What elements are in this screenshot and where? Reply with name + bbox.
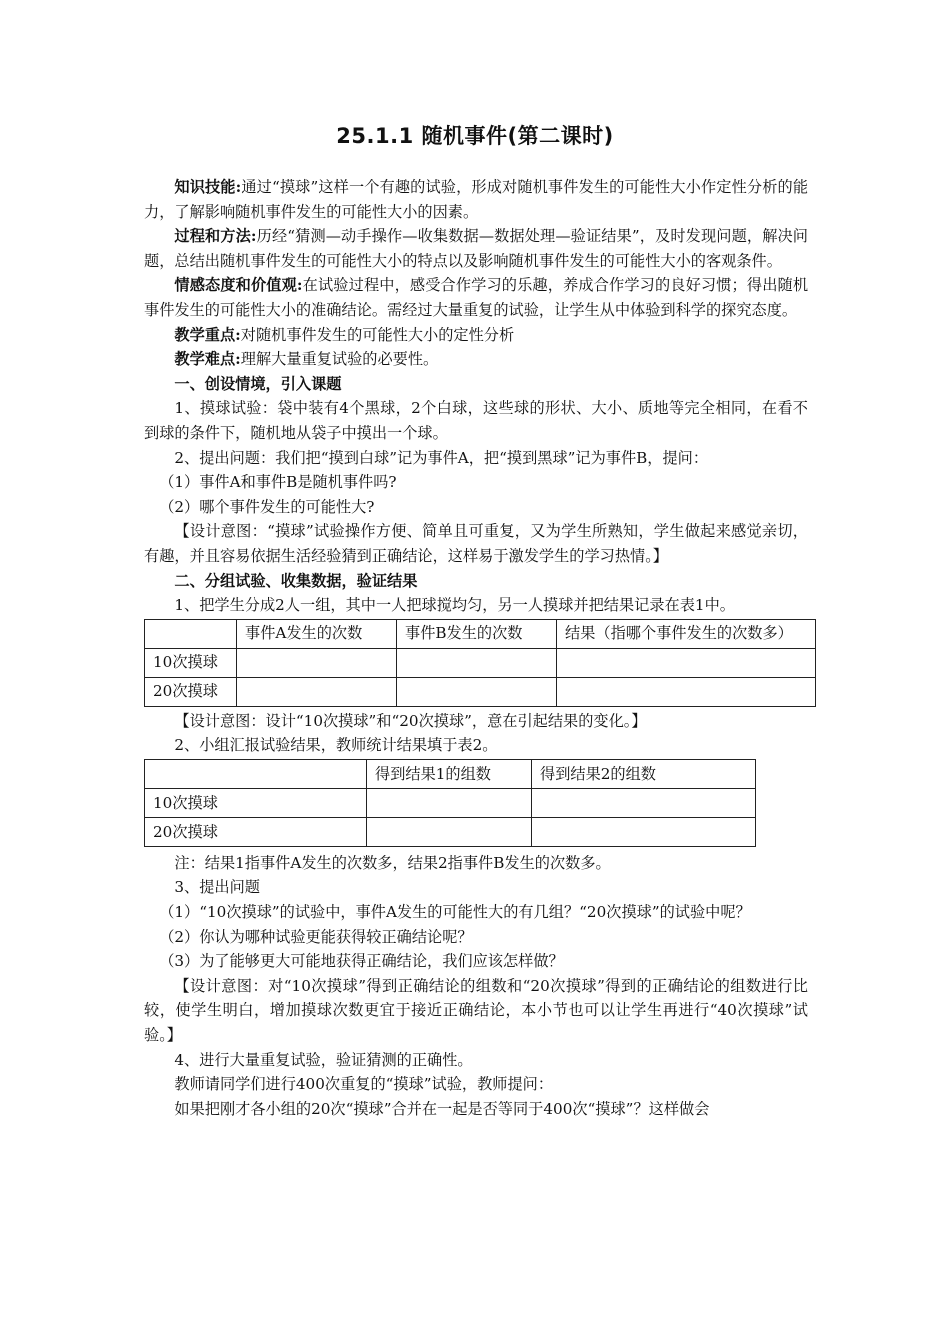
objective-knowledge [144, 175, 808, 224]
section1-p2: 2、提出问题：我们把“摸到白球”记为事件A，把“摸到黑球”记为事件B，提问： [174, 448, 709, 467]
table-header-cell: 结果（指哪个事件发生的次数多） [557, 619, 816, 648]
table-header-cell: 得到结果1的组数 [367, 759, 532, 788]
section2-q2: （2）你认为哪种试验更能获得较正确结论呢？ [159, 927, 473, 946]
teaching-focus [144, 323, 808, 348]
section1-intent: 【设计意图：“摸球”试验操作方便、简单且可重复，又为学生所熟知，学生做起来感觉亲切，有趣，并且容易依据生活经验猜到正确结论，这样易于激发学生的学习热情。】 [144, 522, 808, 565]
difficulty-text: 理解大量重复试验的必要性。 [240, 350, 439, 369]
focus-label: 教学重点: [174, 325, 241, 344]
table-row [145, 648, 816, 677]
table-cell [532, 817, 756, 846]
table-cell [532, 788, 756, 817]
section2-p6: 如果把刚才各小组的20次“摸球”合并在一起是否等同于400次“摸球”？这样做会 [174, 1099, 710, 1118]
table-cell: 10次摸球 [145, 788, 367, 817]
table-header-cell [145, 619, 237, 648]
table-header-cell: 得到结果2的组数 [532, 759, 756, 788]
page-title: 25.1.1 随机事件(第二课时) [336, 124, 614, 148]
table-cell: 20次摸球 [145, 817, 367, 846]
section1-q2: （2）哪个事件发生的可能性大? [159, 497, 375, 516]
table-header-row [145, 619, 816, 648]
table-cell [237, 677, 397, 706]
table-header-cell: 事件A发生的次数 [237, 619, 397, 648]
table-cell: 20次摸球 [145, 677, 237, 706]
process-text: 历经“猜测—动手操作—收集数据—数据处理—验证结果”，及时发现问题，解决问题，总结出随机事件发生的可能性大小的特点以及影响随机事件发生的可能性大小的客观条件。 [144, 227, 808, 270]
table-cell [397, 648, 557, 677]
table-cell [557, 677, 816, 706]
section2-note: 注：结果1指事件A发生的次数多，结果2指事件B发生的次数多。 [174, 853, 611, 872]
table-header-cell: 事件B发生的次数 [397, 619, 557, 648]
section2-intent2: 【设计意图：对“10次摸球”得到正确结论的组数和“20次摸球”得到的正确结论的组数进行比较，使学生明白，增加摸球次数更宜于接近正确结论，本小节也可以让学生再进行“40次摸球”试验。】 [144, 976, 808, 1045]
table-2 [144, 759, 756, 847]
knowledge-text: 通过“摸球”这样一个有趣的试验，形成对随机事件发生的可能性大小作定性分析的能力，了解影响随机事件发生的可能性大小的因素。 [144, 178, 809, 221]
document-body [144, 175, 808, 1121]
table-cell [557, 648, 816, 677]
table-cell [367, 788, 532, 817]
table-cell [367, 817, 532, 846]
process-label: 过程和方法: [174, 227, 257, 246]
table-cell [237, 648, 397, 677]
table-cell [397, 677, 557, 706]
section1-p1: 1、摸球试验：袋中装有4个黑球，2个白球，这些球的形状、大小、质地等完全相同，在看不到球的条件下，随机地从袋子中摸出一个球。 [144, 399, 808, 442]
table-row [145, 677, 816, 706]
table-1 [144, 619, 816, 707]
objective-emotion [144, 273, 808, 322]
table-row [145, 817, 756, 846]
section2-p5: 教师请同学们进行400次重复的“摸球”试验，教师提问： [174, 1075, 554, 1094]
section2-intent1: 【设计意图：设计“10次摸球”和“20次摸球”，意在引起结果的变化。】 [174, 711, 647, 730]
section2-heading: 二、分组试验、收集数据，验证结果 [174, 571, 418, 590]
section2-p1: 1、把学生分成2人一组，其中一人把球搅均匀，另一人摸球并把结果记录在表1中。 [174, 596, 735, 615]
table-header-row [145, 759, 756, 788]
section2-q1: （1）“10次摸球”的试验中，事件A发生的可能性大的有几组？“20次摸球”的试验中呢？ [159, 903, 751, 922]
section2-p2: 2、小组汇报试验结果，教师统计结果填于表2。 [174, 736, 498, 755]
section2-p4: 4、进行大量重复试验，验证猜测的正确性。 [174, 1050, 473, 1069]
section2-p3: 3、提出问题 [174, 878, 260, 897]
section2-q3: （3）为了能够更大可能地获得正确结论，我们应该怎样做？ [159, 952, 564, 971]
section1-q1: （1）事件A和事件B是随机事件吗? [159, 473, 397, 492]
objective-process [144, 224, 808, 273]
emotion-label: 情感态度和价值观: [174, 276, 303, 295]
difficulty-label: 教学难点: [174, 350, 241, 369]
table-cell: 10次摸球 [145, 648, 237, 677]
emotion-text: 在试验过程中，感受合作学习的乐趣，养成合作学习的良好习惯；得出随机事件发生的可能性大小的准确结论。需经过大量重复的试验，让学生从中体验到科学的探究态度。 [144, 276, 809, 319]
table-header-cell [145, 759, 367, 788]
table-row [145, 788, 756, 817]
teaching-difficulty [144, 347, 808, 372]
section1-heading: 一、创设情境，引入课题 [174, 374, 342, 393]
knowledge-label: 知识技能: [174, 178, 242, 196]
focus-text: 对随机事件发生的可能性大小的定性分析 [240, 325, 515, 344]
